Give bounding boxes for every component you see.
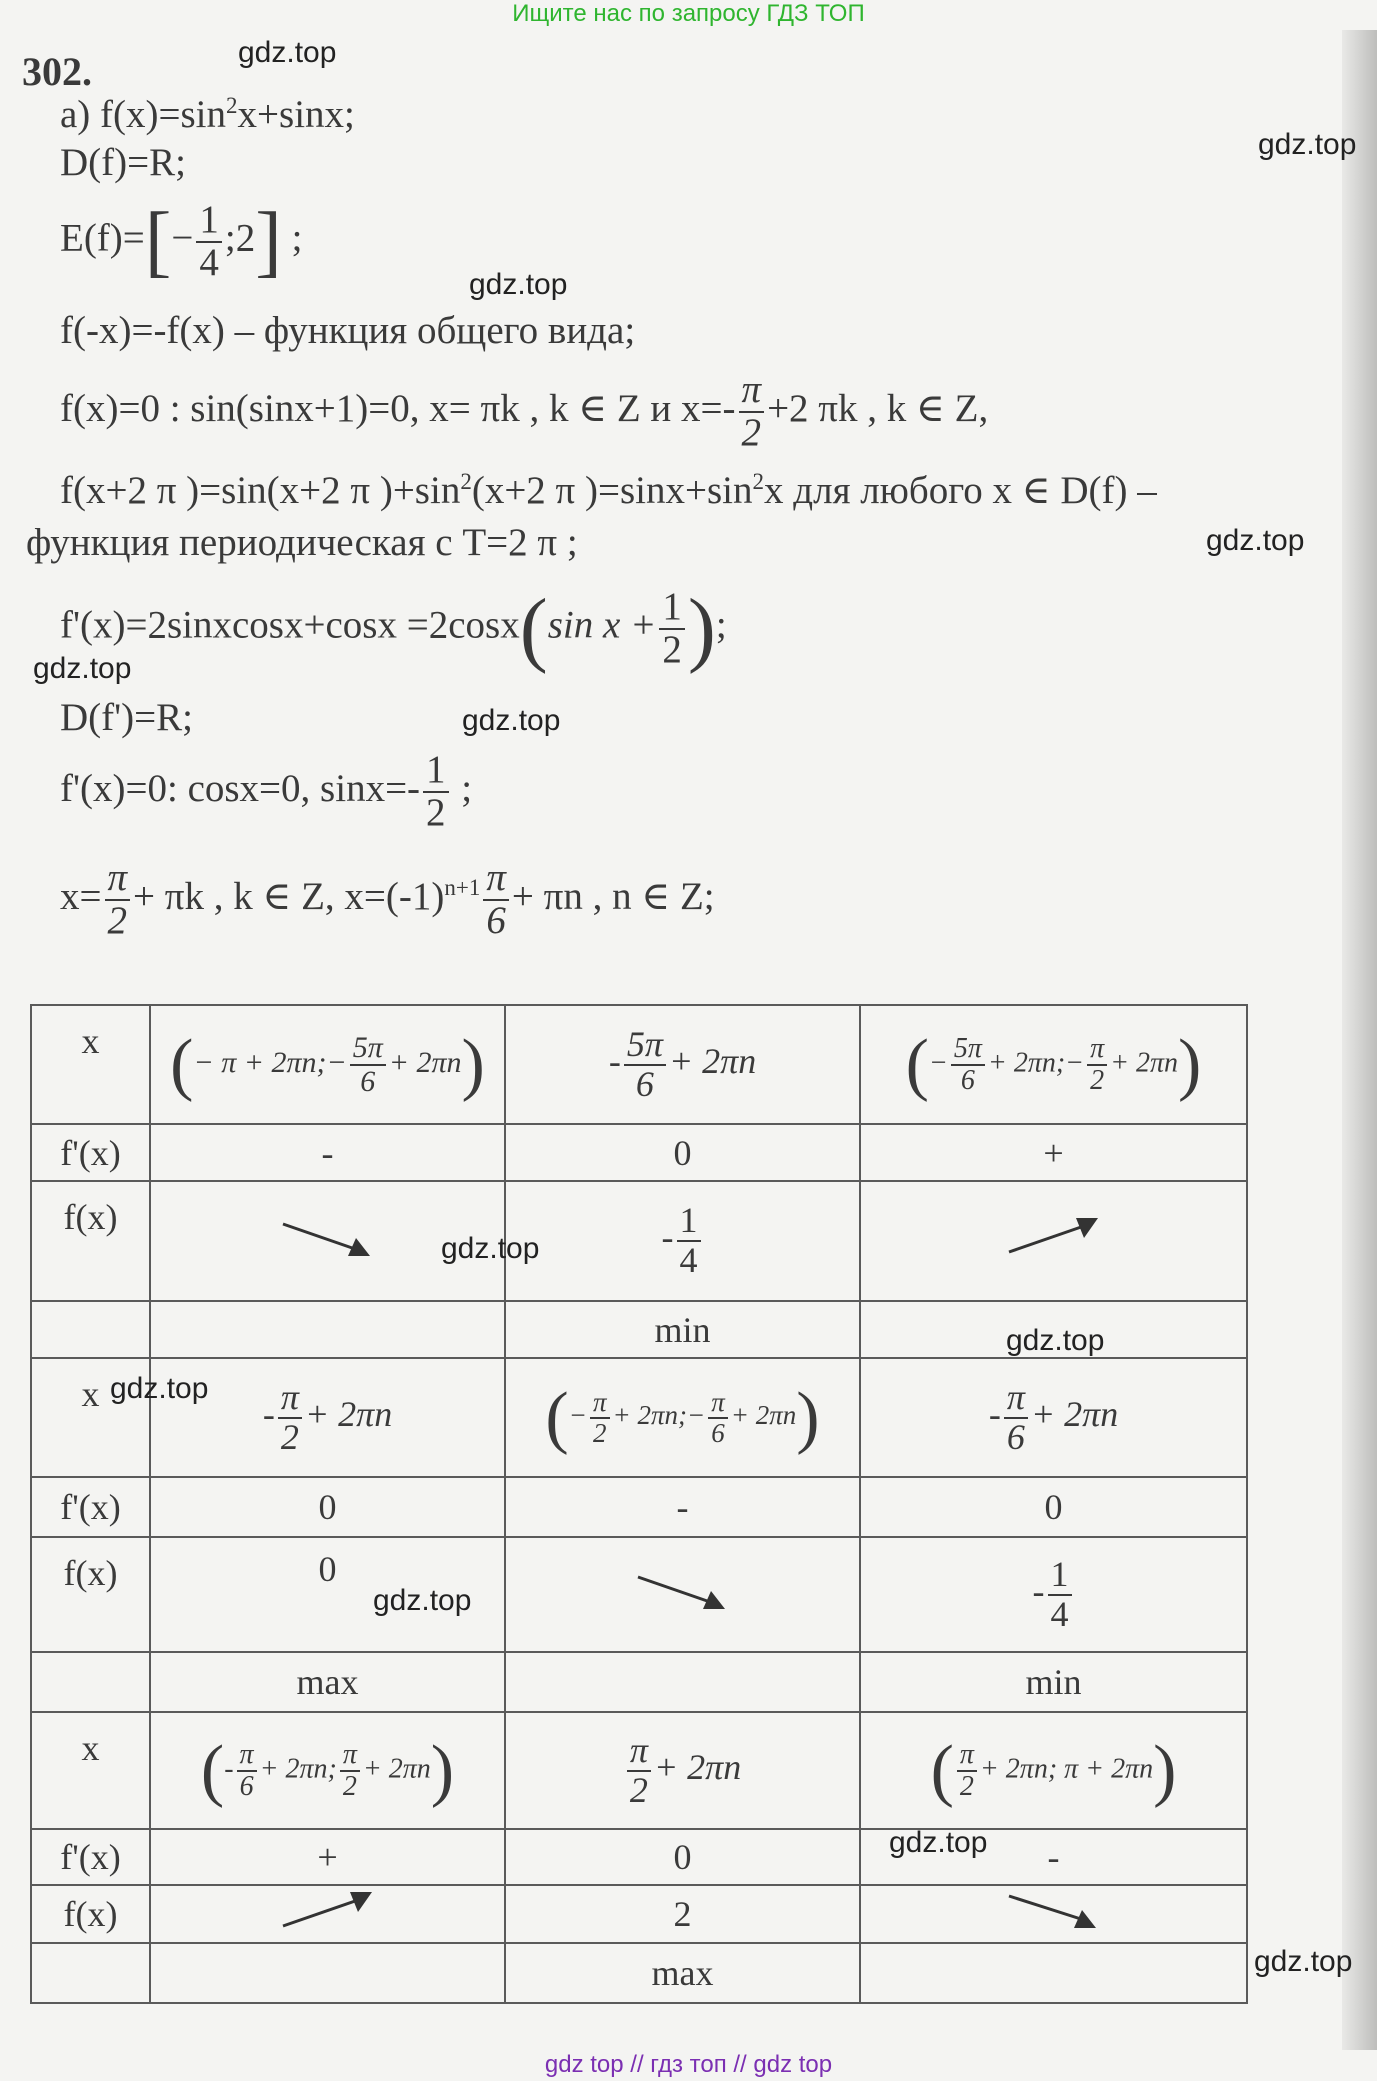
cell-value: - $\frac{1}{4}$ <box>860 1537 1247 1652</box>
table-row <box>31 1181 1247 1301</box>
cell-extremum: min <box>505 1301 860 1358</box>
cell-point: - $\frac{5\pi}{6}$ + 2πn <box>505 1005 860 1124</box>
cell-interval: (− π + 2πn;− $\frac{5\pi}{6}$ + 2πn) <box>150 1005 505 1124</box>
watermark: gdz.top <box>1006 1324 1105 1357</box>
cell-value: 2 <box>505 1885 860 1943</box>
line-function: а) $f(x)=\sin^2x+\sin x$; <box>60 93 355 136</box>
watermark: gdz.top <box>1254 1945 1353 1978</box>
watermark: gdz.top <box>441 1232 540 1265</box>
cell-trend <box>860 1181 1247 1301</box>
cell-point: $\frac{\pi}{2}$ + 2πn <box>505 1712 860 1829</box>
cell-sign: 0 <box>150 1477 505 1537</box>
arrow-down-right-icon <box>1004 1888 1104 1932</box>
table-row <box>31 1652 1247 1712</box>
cell-interval: (− $\frac{5\pi}{6}$ + 2πn;− $\frac{\pi}{2}$ + 2πn) <box>860 1005 1247 1124</box>
watermark: gdz.top <box>889 1826 988 1859</box>
line-domain: D(f)=R; <box>60 141 186 184</box>
cell-empty <box>31 1943 150 2003</box>
cell-sign: 0 <box>860 1477 1247 1537</box>
cell-interval: (− $\frac{\pi}{2}$ + 2πn;− $\frac{\pi}{6}$ + 2πn) <box>505 1358 860 1477</box>
table-row <box>31 1712 1247 1829</box>
row-label-f: f(x) <box>31 1181 150 1301</box>
cell-trend <box>150 1885 505 1943</box>
cell-point: - $\frac{\pi}{2}$ + 2πn <box>150 1358 505 1477</box>
row-label-x: x <box>31 1358 150 1477</box>
table-row <box>31 1477 1247 1537</box>
cell-extremum: max <box>505 1943 860 2003</box>
cell-extremum <box>860 1943 1247 2003</box>
cell-interval: ( $\frac{\pi}{2}$ + 2πn; π + 2πn) <box>860 1712 1247 1829</box>
cell-value: 0 <box>150 1537 505 1652</box>
cell-extremum: min <box>860 1652 1247 1712</box>
line-period-1: f(x+2 π )=sin(x+2 π )$+\sin^2(x+2$ π )$=\sin x+\sin^2x$ для любого x ∈ D(f) – <box>60 469 1157 512</box>
line-solutions: x= $\frac{\pi}{2}$ + πk , k ∈ Z, $x=(-1)^{n+1}$ $\frac{\pi}{6}$ + πn , n ∈ Z; <box>60 856 715 942</box>
row-label-f: f(x) <box>31 1537 150 1652</box>
cell-empty <box>31 1652 150 1712</box>
line-range: E(f)=[− $\frac{1}{4}$ ;2] ; <box>60 197 303 285</box>
arrow-up-right-icon <box>278 1888 378 1932</box>
line-parity: f(-x)=-f(x) – функция общего вида; <box>60 309 636 352</box>
table-row <box>31 1885 1247 1943</box>
line-critical-points: f'(x)=0: cosx=0, sinx=- $\frac{1}{2}$ ; <box>60 748 473 834</box>
cell-sign: + <box>860 1124 1247 1181</box>
table-row <box>31 1358 1247 1477</box>
monotonicity-table <box>30 1004 1248 2004</box>
cell-empty <box>31 1301 150 1358</box>
footer-links[interactable]: gdz top // гдз топ // gdz top <box>544 2051 833 2078</box>
cell-sign: - <box>150 1124 505 1181</box>
top-banner[interactable]: Ищите нас по запросу ГДЗ ТОП <box>512 0 865 27</box>
row-label-x: x <box>31 1712 150 1829</box>
cell-extremum: max <box>150 1652 505 1712</box>
line-derivative-domain: D(f')=R; <box>60 696 193 739</box>
table-row <box>31 1005 1247 1124</box>
table-row <box>31 1124 1247 1181</box>
cell-extremum <box>150 1301 505 1358</box>
cell-sign: + <box>150 1829 505 1885</box>
arrow-up-right-icon <box>1004 1212 1104 1262</box>
watermark: gdz.top <box>469 268 568 301</box>
row-label-fprime: f'(x) <box>31 1124 150 1181</box>
watermark: gdz.top <box>1258 128 1357 161</box>
arrow-down-right-icon <box>278 1212 378 1262</box>
row-label-x: x <box>31 1005 150 1124</box>
line-period-2: функция периодическая с T=2 π ; <box>26 521 578 564</box>
table-row <box>31 1537 1247 1652</box>
cell-trend <box>505 1537 860 1652</box>
row-label-fprime: f'(x) <box>31 1829 150 1885</box>
cell-sign: - <box>505 1477 860 1537</box>
watermark: gdz.top <box>462 704 561 737</box>
line-derivative: f'(x)=2sinxcosx+cosx =2cosx(sin x + $\frac{1}{2}$ ); <box>60 582 727 675</box>
row-label-f: f(x) <box>31 1885 150 1943</box>
row-label-fprime: f'(x) <box>31 1477 150 1537</box>
watermark: gdz.top <box>238 36 337 69</box>
watermark: gdz.top <box>373 1584 472 1617</box>
watermark: gdz.top <box>110 1372 209 1405</box>
cell-sign: - <box>860 1829 1247 1885</box>
watermark: gdz.top <box>1206 524 1305 557</box>
line-zeros: f(x)=0 : sin(sinx+1)=0, x= πk , k ∈ Z и x=- $\frac{\pi}{2}$ +2 πk , k ∈ Z, <box>60 368 989 454</box>
problem-number: 302. <box>22 49 92 94</box>
cell-extremum <box>150 1943 505 2003</box>
cell-sign: 0 <box>505 1124 860 1181</box>
cell-interval: (- $\frac{\pi}{6}$ + 2πn; $\frac{\pi}{2}$ + 2πn) <box>150 1712 505 1829</box>
cell-trend <box>860 1885 1247 1943</box>
table-row <box>31 1943 1247 2003</box>
cell-sign: 0 <box>505 1829 860 1885</box>
page-edge-shadow <box>1342 30 1377 2050</box>
cell-point: - $\frac{\pi}{6}$ + 2πn <box>860 1358 1247 1477</box>
arrow-down-right-icon <box>633 1565 733 1615</box>
table-row <box>31 1829 1247 1885</box>
cell-extremum <box>505 1652 860 1712</box>
watermark: gdz.top <box>33 652 132 685</box>
cell-value: - $\frac{1}{4}$ <box>505 1181 860 1301</box>
